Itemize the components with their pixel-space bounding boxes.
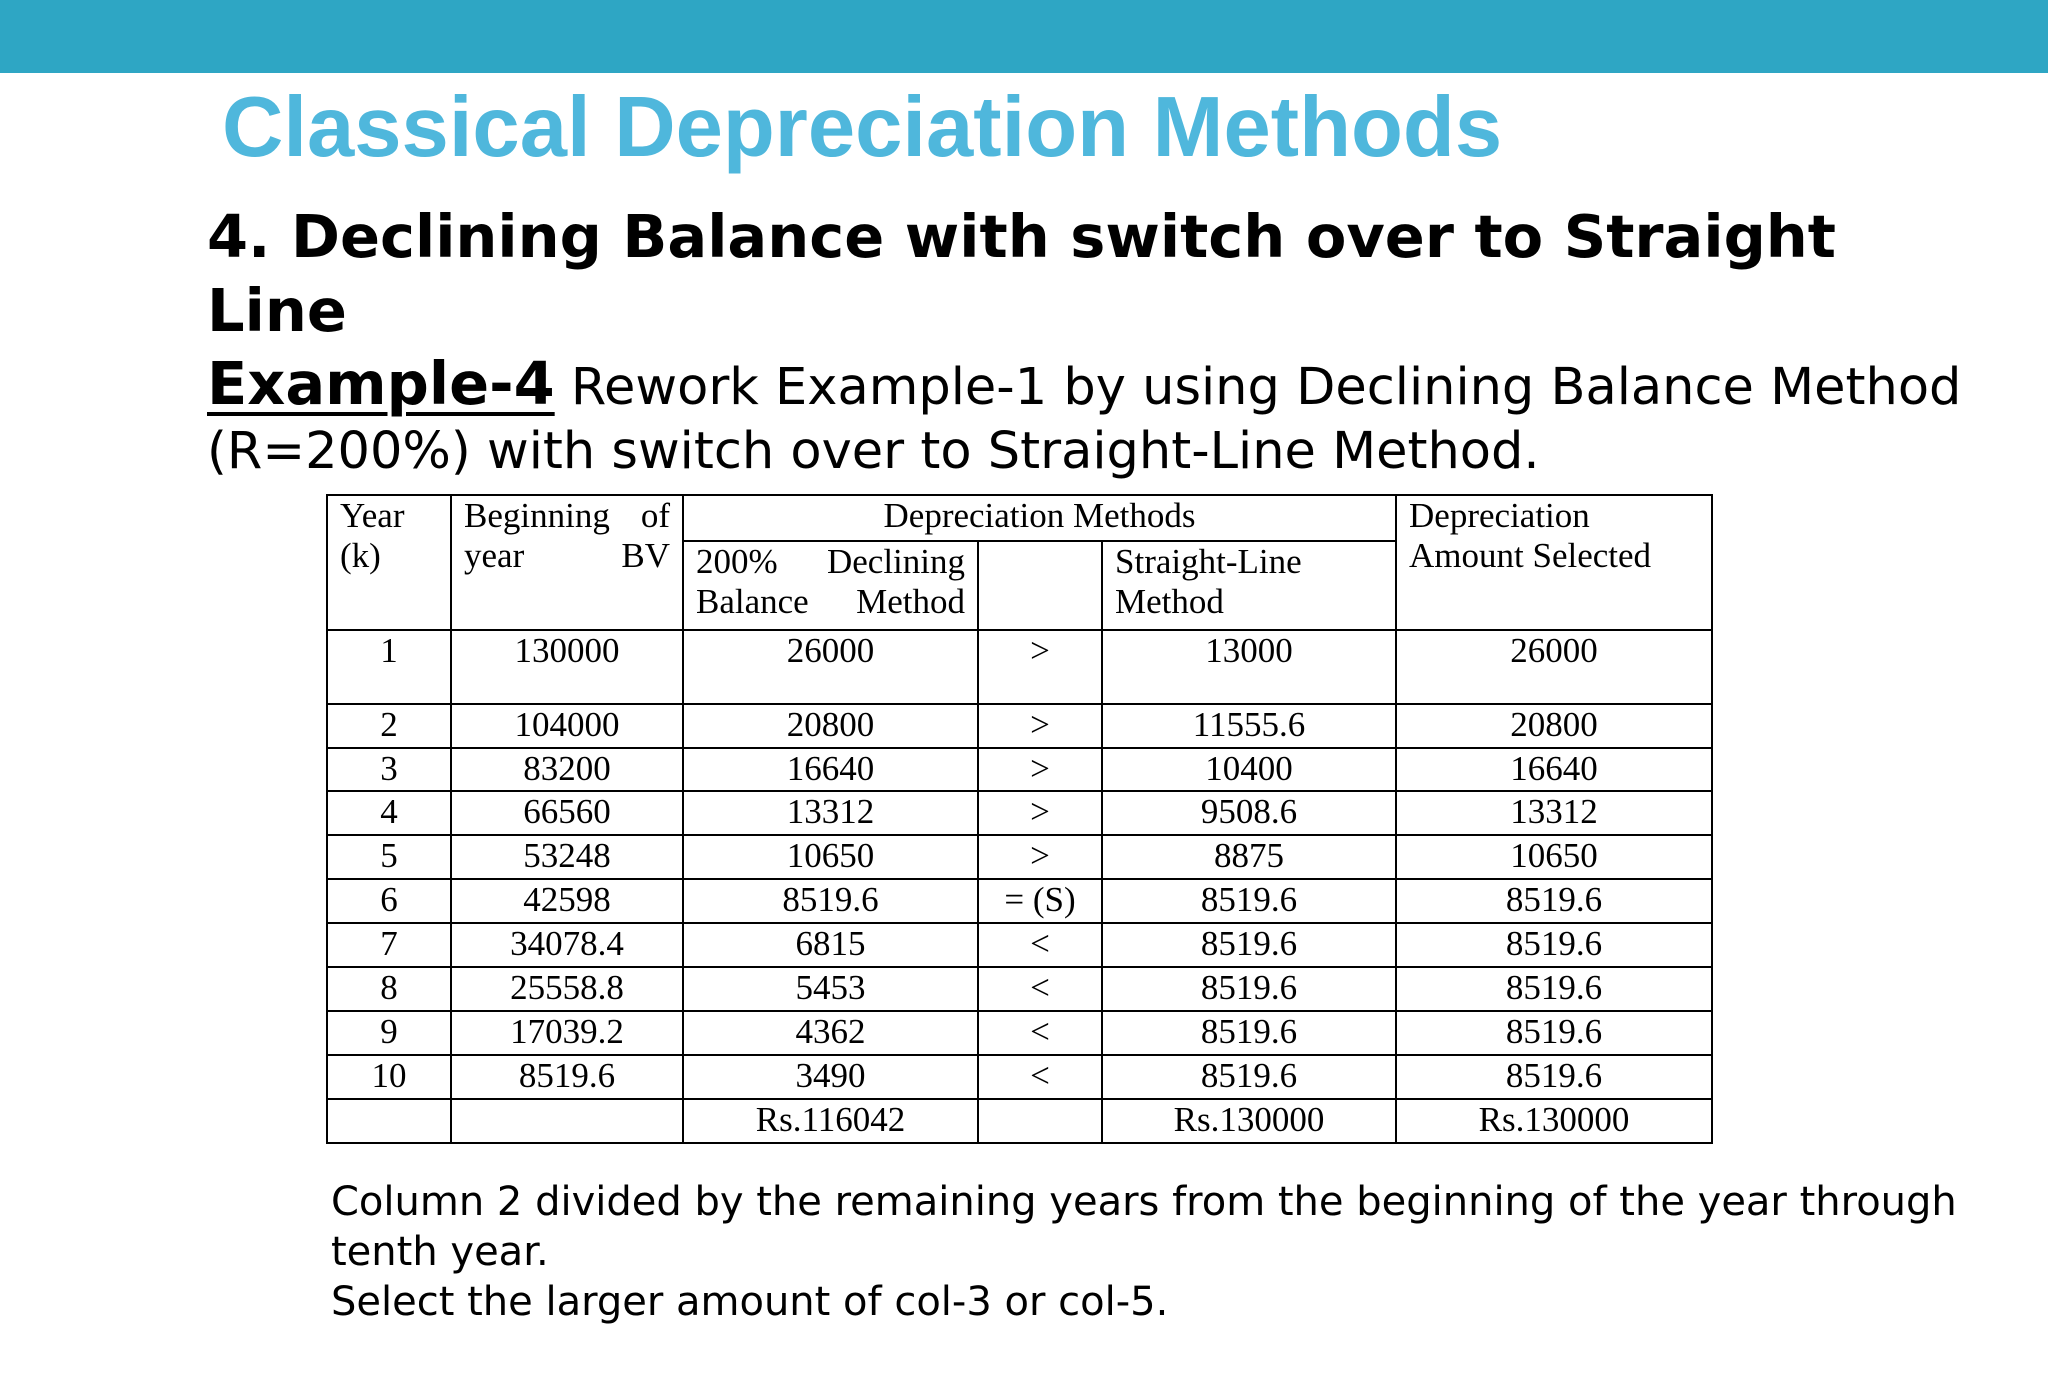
comparison-cell: <	[978, 967, 1102, 1011]
section-heading: 4. Declining Balance with switch over to Straight Line	[207, 202, 1837, 345]
year-cell: 4	[327, 791, 451, 835]
header-straight-line: Straight-Line Method	[1102, 541, 1396, 630]
header-depreciation-methods: Depreciation Methods	[683, 495, 1396, 541]
beginning-bv-cell: 130000	[451, 630, 683, 704]
table-row	[327, 835, 1712, 879]
comparison-cell	[978, 1099, 1102, 1143]
beginning-bv-cell: 34078.4	[451, 923, 683, 967]
table-row	[327, 630, 1712, 704]
straight-line-cell: 8519.6	[1102, 923, 1396, 967]
beginning-bv-cell: 83200	[451, 748, 683, 792]
declining-balance-cell: 6815	[683, 923, 978, 967]
example-label: Example-4	[207, 349, 555, 418]
year-cell: 10	[327, 1055, 451, 1099]
year-cell: 3	[327, 748, 451, 792]
amount-selected-cell: Rs.130000	[1396, 1099, 1712, 1143]
year-cell: 9	[327, 1011, 451, 1055]
comparison-cell: >	[978, 704, 1102, 748]
year-cell: 7	[327, 923, 451, 967]
year-cell: 5	[327, 835, 451, 879]
beginning-bv-cell: 53248	[451, 835, 683, 879]
slide-title: Classical Depreciation Methods	[222, 80, 1503, 175]
straight-line-cell: 8875	[1102, 835, 1396, 879]
table-row	[327, 748, 1712, 792]
example-text: Rework Example-1 by using Declining Balance Method (R=200%) with switch over to Straight-Line Method.	[207, 358, 1962, 481]
header-200-declining-balance: 200% Declining Balance Method	[683, 541, 978, 630]
declining-balance-cell: 10650	[683, 835, 978, 879]
beginning-bv-cell: 42598	[451, 879, 683, 923]
declining-balance-cell: 13312	[683, 791, 978, 835]
straight-line-cell: 11555.6	[1102, 704, 1396, 748]
table-row	[327, 967, 1712, 1011]
table-row	[327, 704, 1712, 748]
amount-selected-cell: 8519.6	[1396, 923, 1712, 967]
straight-line-cell: 8519.6	[1102, 967, 1396, 1011]
year-cell: 1	[327, 630, 451, 704]
table-row	[327, 879, 1712, 923]
header-amount-selected: Depreciation Amount Selected	[1396, 495, 1712, 630]
beginning-bv-cell	[451, 1099, 683, 1143]
table-body	[327, 630, 1712, 1143]
year-cell: 8	[327, 967, 451, 1011]
header-year: Year (k)	[327, 495, 451, 630]
comparison-cell: >	[978, 630, 1102, 704]
beginning-bv-cell: 104000	[451, 704, 683, 748]
straight-line-cell: 8519.6	[1102, 1011, 1396, 1055]
table-row	[327, 923, 1712, 967]
top-accent-bar	[0, 0, 2048, 73]
straight-line-cell: 10400	[1102, 748, 1396, 792]
declining-balance-cell: 16640	[683, 748, 978, 792]
amount-selected-cell: 8519.6	[1396, 967, 1712, 1011]
header-comparison	[978, 541, 1102, 630]
declining-balance-cell: 20800	[683, 704, 978, 748]
header-beginning-bv: Beginning of year BV	[451, 495, 683, 630]
straight-line-cell: 9508.6	[1102, 791, 1396, 835]
amount-selected-cell: 10650	[1396, 835, 1712, 879]
beginning-bv-cell: 66560	[451, 791, 683, 835]
table-row	[327, 791, 1712, 835]
depreciation-table	[326, 494, 1713, 1144]
note-line: Column 2 divided by the remaining years from the beginning of the year through tenth year.	[331, 1179, 1957, 1275]
declining-balance-cell: Rs.116042	[683, 1099, 978, 1143]
comparison-cell: <	[978, 1055, 1102, 1099]
amount-selected-cell: 8519.6	[1396, 1055, 1712, 1099]
table-row	[327, 1055, 1712, 1099]
amount-selected-cell: 16640	[1396, 748, 1712, 792]
note-line: Select the larger amount of col-3 or col-5.	[331, 1279, 1169, 1325]
amount-selected-cell: 13312	[1396, 791, 1712, 835]
table-row	[327, 1011, 1712, 1055]
comparison-cell: >	[978, 748, 1102, 792]
beginning-bv-cell: 8519.6	[451, 1055, 683, 1099]
declining-balance-cell: 4362	[683, 1011, 978, 1055]
declining-balance-cell: 26000	[683, 630, 978, 704]
straight-line-cell: 8519.6	[1102, 879, 1396, 923]
example-statement	[207, 349, 2007, 484]
amount-selected-cell: 8519.6	[1396, 879, 1712, 923]
straight-line-cell: 13000	[1102, 630, 1396, 704]
amount-selected-cell: 26000	[1396, 630, 1712, 704]
comparison-cell: <	[978, 1011, 1102, 1055]
beginning-bv-cell: 17039.2	[451, 1011, 683, 1055]
table-row	[327, 1099, 1712, 1143]
straight-line-cell: 8519.6	[1102, 1055, 1396, 1099]
comparison-cell: >	[978, 791, 1102, 835]
year-cell: 2	[327, 704, 451, 748]
declining-balance-cell: 5453	[683, 967, 978, 1011]
comparison-cell: >	[978, 835, 1102, 879]
amount-selected-cell: 20800	[1396, 704, 1712, 748]
comparison-cell: <	[978, 923, 1102, 967]
declining-balance-cell: 8519.6	[683, 879, 978, 923]
year-cell	[327, 1099, 451, 1143]
straight-line-cell: Rs.130000	[1102, 1099, 1396, 1143]
beginning-bv-cell: 25558.8	[451, 967, 683, 1011]
year-cell: 6	[327, 879, 451, 923]
amount-selected-cell: 8519.6	[1396, 1011, 1712, 1055]
declining-balance-cell: 3490	[683, 1055, 978, 1099]
notes	[331, 1177, 2031, 1327]
comparison-cell: = (S)	[978, 879, 1102, 923]
